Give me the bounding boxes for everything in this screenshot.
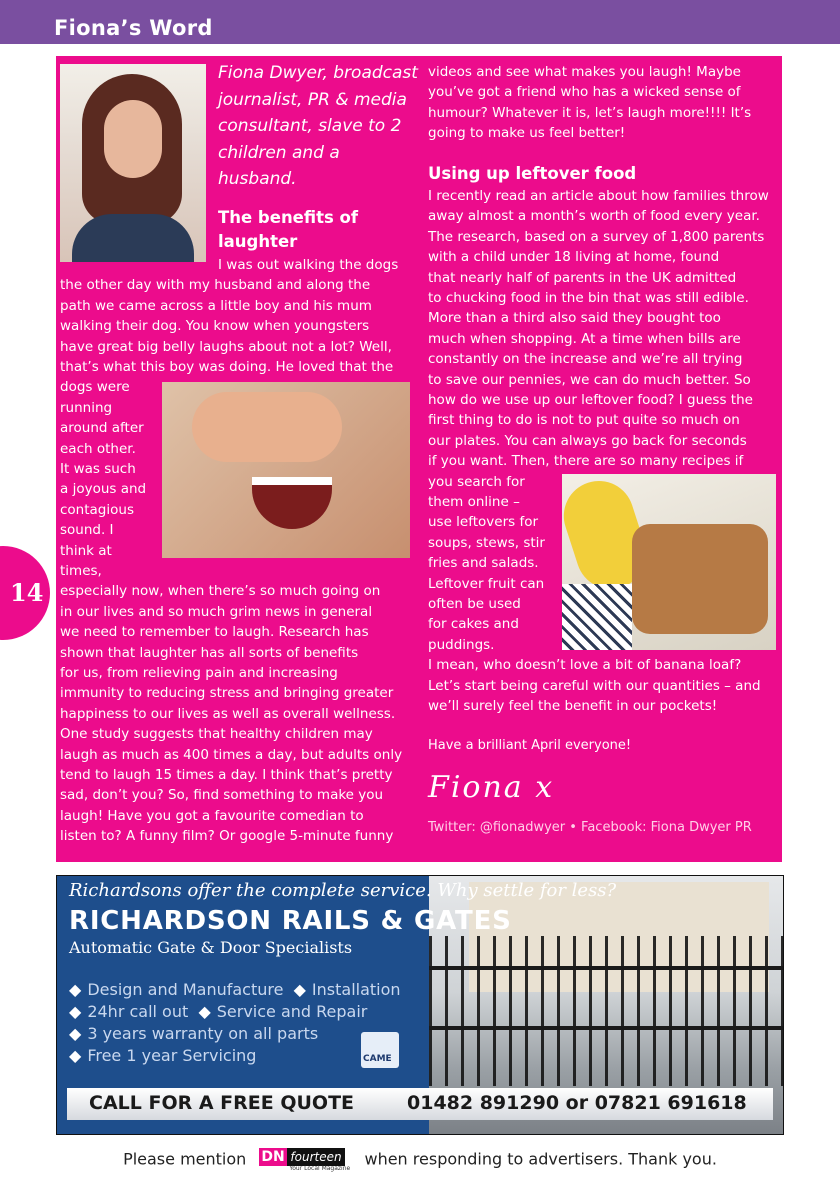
text-line: path we came across a little boy and his mum (60, 297, 372, 314)
text-line: Let’s start being careful with our quantities – and (428, 677, 761, 694)
text-line: puddings. (428, 636, 495, 653)
text-line: to chucking food in the bin that was still edible. (428, 290, 749, 306)
text-line: in our lives and so much grim news in general (60, 603, 373, 620)
author-name: Fiona Dwyer, (218, 63, 328, 83)
author-portrait-photo (60, 64, 206, 262)
laughing-man-photo (162, 382, 410, 558)
text-line: shown that laughter has all sorts of benefits (60, 644, 359, 661)
diamond-bullet-icon: ◆ (69, 980, 82, 999)
text-line: for us, from relieving pain and increasing (60, 665, 338, 681)
diamond-bullet-icon: ◆ (69, 1002, 82, 1021)
text-line: think at (60, 542, 112, 559)
text-line: have great big belly laughs about not a lot? Well, (60, 338, 392, 355)
text-line: constantly on the increase and we’re all trying (428, 351, 743, 368)
text-line: especially now, when there’s so much going on (60, 583, 381, 600)
text-line: away almost a month’s worth of food every year. (428, 208, 760, 225)
section-header-bar (0, 0, 840, 44)
text-line: humour? Whatever it is, let’s laugh more!!!! It’s (428, 104, 752, 121)
diamond-bullet-icon: ◆ (69, 1046, 82, 1065)
diamond-bullet-icon: ◆ (198, 1002, 211, 1021)
ad-service-row: ◆ 24hr call out ◆ Service and Repair (69, 1002, 368, 1021)
footer-note (0, 1148, 840, 1172)
footer-text-before: Please mention (123, 1149, 247, 1169)
text-line: I mean, who doesn’t love a bit of banana loaf? (428, 657, 742, 674)
dn-fourteen-logo: DN fourteen Your Local Magazine (261, 1149, 351, 1172)
text-line: going to make us feel better! (428, 125, 626, 142)
text-line: much when shopping. At a time when bills are (428, 330, 741, 347)
richardson-advert[interactable] (56, 875, 784, 1135)
came-logo: CAME (361, 1032, 399, 1068)
text-line: for cakes and (428, 616, 519, 633)
text-line: running (60, 399, 113, 416)
text-line: the other day with my husband and along the (60, 277, 371, 294)
diamond-bullet-icon: ◆ (293, 980, 306, 999)
text-line: a joyous and (60, 481, 147, 498)
ad-service-row: ◆ 3 years warranty on all parts (69, 1024, 319, 1043)
heading-leftover-food: Using up leftover food (428, 164, 637, 183)
text-line: happiness to our lives as well as overall wellness. (60, 705, 396, 722)
signoff-text: Have a brilliant April everyone! (428, 738, 632, 753)
text-line: with a child under 18 living at home, found (428, 249, 720, 266)
ad-tagline: Richardsons offer the complete service. Why settle for less? (69, 880, 617, 901)
text-line: each other. (60, 440, 136, 457)
text-line: contagious (60, 501, 134, 518)
text-line: that nearly half of parents in the UK admitted (428, 269, 737, 286)
text-line: laugh as much as 400 times a day, but adults only (60, 746, 403, 763)
text-line: tend to laugh 15 times a day. I think that’s pretty (60, 767, 393, 783)
text-line: you’ve got a friend who has a wicked sense of (428, 84, 741, 101)
quote-label: CALL FOR A FREE QUOTE (89, 1092, 355, 1114)
text-line: you search for (428, 473, 525, 490)
text-line: how do we use up our leftover food? I guess the (428, 392, 753, 408)
text-line: our plates. You can always go back for seconds (428, 432, 747, 449)
text-line: them online – (428, 494, 520, 510)
text-line: dogs were (60, 379, 130, 396)
page-number-badge (0, 546, 50, 640)
text-line: videos and see what makes you laugh! Maybe (428, 64, 741, 80)
diamond-bullet-icon: ◆ (69, 1024, 82, 1043)
heading-benefits-of-laughter: The benefits of laughter (218, 208, 359, 251)
author-description: broadcast journalist, PR & media consultant, slave to 2 children and a husband. (218, 63, 418, 189)
text-line: The research, based on a survey of 1,800 parents (428, 228, 765, 245)
text-line: times, (60, 563, 102, 579)
social-handles: Twitter: @fionadwyer • Facebook: Fiona Dwyer PR (428, 820, 752, 835)
text-line: soups, stews, stir (428, 534, 545, 551)
ad-brand-name: RICHARDSON RAILS & GATES (69, 906, 512, 936)
ad-service-row: ◆ Free 1 year Servicing (69, 1046, 257, 1065)
text-line: often be used (428, 596, 521, 612)
article-panel (56, 56, 782, 862)
text-line: I was out walking the dogs (218, 257, 399, 273)
text-line: immunity to reducing stress and bringing greater (60, 685, 394, 702)
banana-loaf-photo (562, 474, 776, 650)
text-line: One study suggests that healthy children may (60, 726, 373, 743)
section-title: Fiona’s Word (54, 16, 213, 40)
text-line: listen to? A funny film? Or google 5-minute funny (60, 828, 394, 845)
text-line: More than a third also said they bought too (428, 310, 721, 327)
text-line: first thing to do is not to put quite so much on (428, 412, 740, 429)
ad-service-row: ◆ Design and Manufacture ◆ Installation (69, 980, 401, 999)
text-line: It was such (60, 461, 136, 477)
author-byline (218, 60, 418, 193)
text-line: fries and salads. (428, 555, 539, 572)
text-line: sad, don’t you? So, find something to make you (60, 787, 384, 804)
page-number: 14 (10, 578, 44, 607)
ad-subtitle: Automatic Gate & Door Specialists (69, 938, 353, 957)
footer-text-after: when responding to advertisers. Thank you. (364, 1149, 717, 1169)
text-line: that’s what this boy was doing. He loved that the (60, 359, 394, 375)
phone-numbers[interactable]: 01482 891290 or 07821 691618 (407, 1092, 747, 1114)
text-line: use leftovers for (428, 514, 539, 531)
call-for-quote-banner[interactable] (67, 1088, 773, 1120)
text-line: laugh! Have you got a favourite comedian to (60, 807, 364, 824)
text-line: Leftover fruit can (428, 575, 545, 592)
text-line: we’ll surely feel the benefit in our pockets! (428, 698, 718, 714)
text-line: I recently read an article about how families throw (428, 188, 769, 204)
text-line: walking their dog. You know when youngsters (60, 318, 370, 335)
signature: Fiona x (428, 770, 555, 805)
text-line: if you want. Then, there are so many recipes if (428, 453, 744, 470)
text-line: sound. I (60, 522, 114, 539)
text-line: around after (60, 420, 144, 437)
text-line: we need to remember to laugh. Research has (60, 624, 369, 641)
text-line: to save our pennies, we can do much better. So (428, 371, 751, 388)
